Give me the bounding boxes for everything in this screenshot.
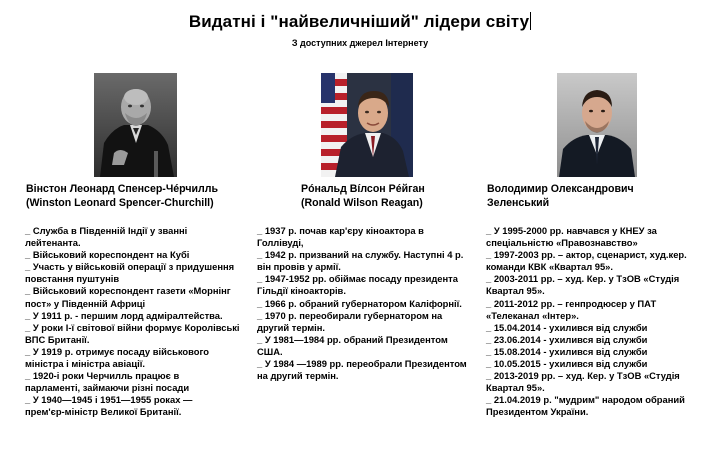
portrait-zelensky	[557, 73, 637, 177]
fact-line: _ 15.08.2014 - ухилився від служби	[486, 345, 648, 357]
fact-line: _ У 1911 р. - першим лорд адміралтейства.	[25, 309, 223, 321]
fact-line: _ У 1984 —1989 рр. переобрали Президентом	[257, 358, 467, 370]
fact-line: лейтенанта.	[25, 237, 81, 249]
fact-line: _ 2003-2011 рр. – худ. Кер. у ТзОВ «Студія	[486, 273, 680, 285]
leader-name-line1: Рóнальд Вíлсон Рéйган	[301, 183, 425, 195]
fact-line: повстання пуштунів	[25, 273, 120, 285]
fact-line: Квартал 95».	[486, 285, 545, 297]
fact-line: США.	[257, 345, 283, 357]
fact-line: _ 1997-2003 рр. – актор, сценарист, худ.кер.	[486, 249, 687, 261]
leader-name-churchill	[26, 182, 218, 210]
fact-line: Президентом України.	[486, 406, 589, 418]
fact-line: _ Участь у військовій операції з придушення	[25, 261, 235, 273]
fact-line: міністра і міністра авіації.	[25, 358, 145, 370]
fact-line: _ У 1919 р. отримує посаду військового	[25, 345, 210, 357]
fact-line: спеціальністю «Правознавство»	[486, 237, 638, 249]
portrait-reagan	[321, 73, 413, 177]
page-title	[0, 12, 720, 32]
portrait-churchill	[94, 73, 177, 177]
fact-line: _ Військовий кореспондент на Кубі	[25, 249, 190, 261]
fact-line: другий термін.	[257, 321, 326, 333]
fact-line: _ 21.04.2019 р. "мудрим" народом обраний	[486, 394, 685, 406]
leader-name-reagan	[301, 182, 425, 210]
fact-line: _ У 1995-2000 рр. навчався у КНЕУ за	[486, 225, 657, 236]
leader-name-line1: Вінстон Леонард Спенсер-Чéрчилль	[26, 183, 219, 195]
fact-line: _ 2011-2012 рр. – генпродюсер у ПАТ	[486, 297, 657, 309]
fact-line: парламенті, займаючи різні посади	[25, 382, 190, 394]
fact-line: _ 10.05.2015 - ухилився від служби	[486, 358, 648, 370]
leader-facts-zelensky	[486, 225, 718, 419]
fact-line: _ У 1981—1984 рр. обраний Президентом	[257, 333, 448, 345]
page-subtitle: З доступних джерел Інтернету	[291, 38, 429, 48]
leader-name-line2: Зеленський	[487, 197, 550, 209]
fact-line: _ У 1940—1945 і 1951—1955 роках —	[25, 394, 193, 406]
fact-line: _ 1970 р. переобирали губернатором на	[257, 309, 443, 321]
fact-line: _ 1942 р. призваний на службу. Наступні 4 р.	[257, 249, 464, 261]
fact-line: команди КВК «Квартал 95».	[486, 261, 614, 273]
fact-line: _ 1947-1952 рр. обіймає посаду президента	[257, 273, 458, 285]
fact-line: _ 1937 р. почав кар'єру кіноактора в	[257, 225, 424, 236]
leader-name-line2: (Ronald Wilson Reagan)	[301, 197, 423, 209]
fact-line: Квартал 95».	[486, 382, 545, 394]
fact-line: _ 23.06.2014 - ухилився від служби	[486, 333, 648, 345]
fact-line: прем'єр-міністр Великої Британії.	[25, 406, 182, 418]
fact-line: ВПС Британії.	[25, 333, 90, 345]
leader-facts-churchill	[25, 225, 255, 419]
leader-facts-reagan	[257, 225, 482, 382]
text-cursor	[530, 12, 531, 30]
fact-line: «Телеканал «Інтер».	[486, 309, 579, 321]
fact-line: _ 1966 р. обраний губернатором Каліфорнії.	[257, 297, 462, 309]
leader-name-line1: Володимир Олександрович	[487, 183, 634, 195]
fact-line: на другий термін.	[257, 370, 339, 382]
fact-line: _ У роки І-ї світової війни формує Королівські	[25, 321, 240, 333]
fact-line: Голлівуді,	[257, 237, 304, 249]
fact-line: _ 2013-2019 рр. – худ. Кер. у ТзОВ «Студія	[486, 370, 680, 382]
fact-line: Гільдії кіноакторів.	[257, 285, 346, 297]
fact-line: _ Військовий кореспондент газети «Морнінг	[25, 285, 231, 297]
fact-line: _ 1920-і роки Черчилль працює в	[25, 370, 180, 382]
fact-line: _ Служба в Південній Індії у званні	[25, 225, 188, 236]
fact-line: він провів у армії.	[257, 261, 341, 273]
fact-line: _ 15.04.2014 - ухилився від служби	[486, 321, 648, 333]
fact-line: пост» у Південній Африці	[25, 297, 146, 309]
page-title-text: Видатні і "найвеличніший" лідери світу	[188, 12, 530, 31]
leader-name-zelensky	[487, 182, 634, 210]
leader-name-line2: (Winston Leonard Spencer-Churchill)	[26, 197, 214, 209]
